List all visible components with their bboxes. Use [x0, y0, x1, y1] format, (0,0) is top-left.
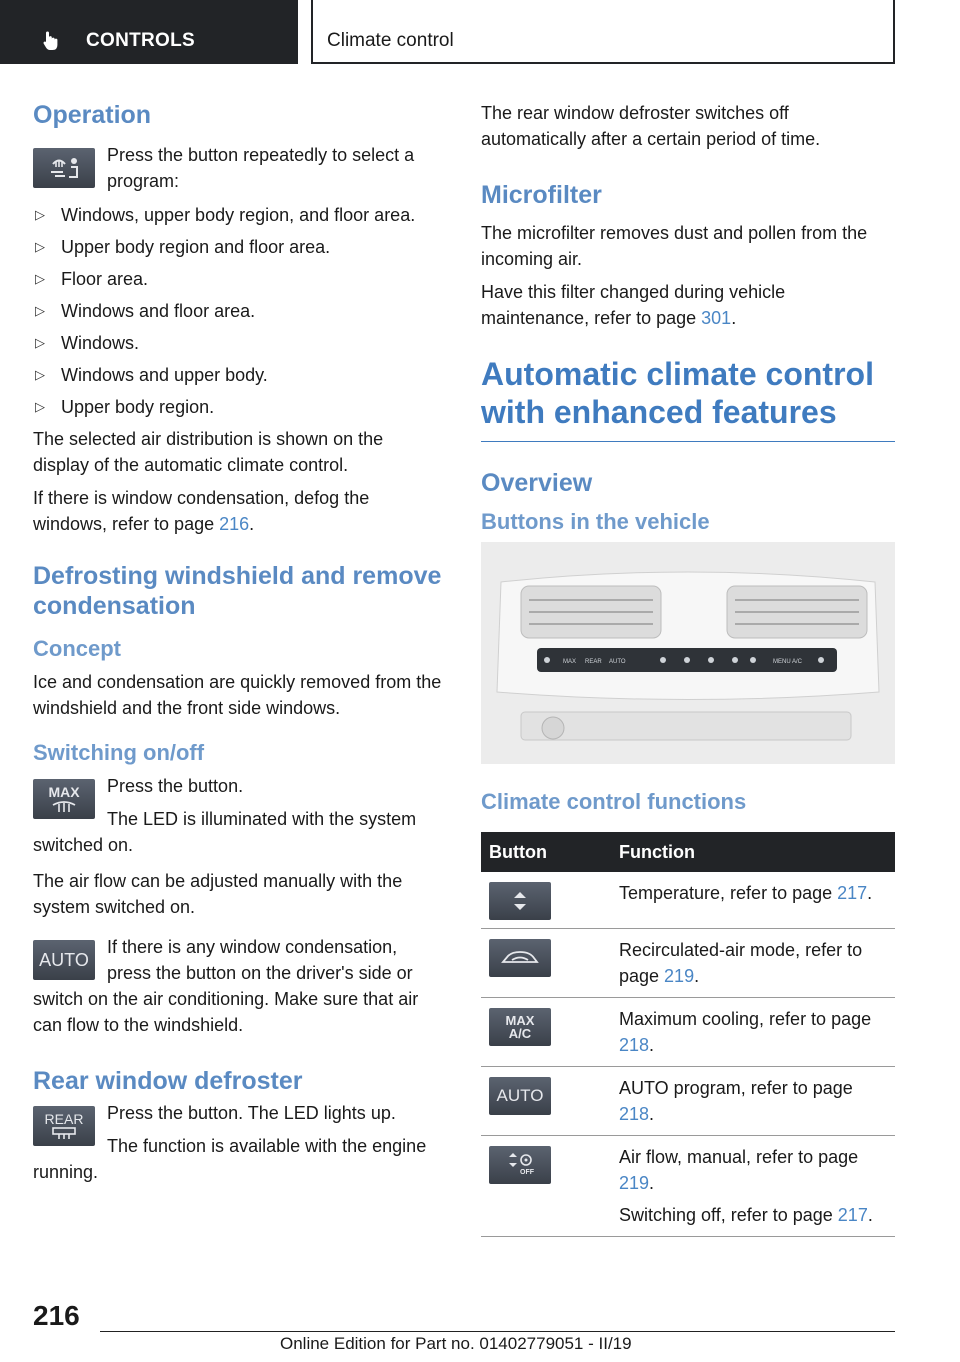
- triangle-bullet-icon: ▷: [35, 399, 45, 414]
- function-max-cooling: Maximum cooling, refer to page 218.: [611, 998, 895, 1067]
- concept-heading: Concept: [33, 636, 121, 661]
- functions-heading: Climate control functions: [481, 789, 747, 814]
- air-distribution-button-image: [33, 148, 95, 188]
- operation-intro: Press the button repeatedly to select a program:: [107, 145, 415, 191]
- max-ac-icon: [489, 1008, 551, 1046]
- column-header-function: Function: [611, 832, 895, 872]
- auto-table-label: AUTO: [496, 1086, 544, 1105]
- page-link-219[interactable]: 219: [619, 1173, 650, 1193]
- airflow-text: The air flow can be adjusted manually with the system switched on.: [33, 871, 403, 917]
- functions-table: [481, 832, 895, 1237]
- rear-defroster-heading: Rear window defroster: [33, 1067, 303, 1095]
- photo-menu-label: MENU A/C: [773, 659, 803, 665]
- photo-auto-label: AUTO: [609, 659, 626, 665]
- overview-heading: Overview: [481, 469, 593, 497]
- column-header-button: Button: [481, 832, 611, 872]
- photo-rear-label: REAR: [585, 659, 602, 665]
- list-item: ▷ Upper body region.: [33, 394, 443, 420]
- press-button-text: Press the button.: [107, 776, 244, 796]
- auto-text: If there is any window condensation, press the button on the driver's side or switch on the air conditioning. Make sure that air can flow to the windshield.: [33, 937, 419, 1035]
- led-text: The LED is illuminated with the system switched on.: [33, 809, 417, 855]
- microfilter-heading: Microfilter: [481, 181, 602, 209]
- triangle-bullet-icon: ▷: [35, 271, 45, 286]
- air-distribution-row: [33, 142, 443, 194]
- footer-edition: Online Edition for Part no. 01402779051 - II/19: [280, 1334, 632, 1353]
- rear-window-defrost-icon: [51, 1126, 77, 1140]
- footer-divider: [100, 1331, 895, 1332]
- list-item: ▷ Upper body region and floor area.: [33, 234, 443, 260]
- list-item: ▷ Windows and upper body.: [33, 362, 443, 388]
- max-defrost-button-label: MAX: [48, 784, 80, 800]
- header-section-tab: [0, 0, 298, 64]
- table-row: [481, 1067, 895, 1136]
- windshield-defrost-icon: [51, 799, 77, 813]
- main-heading: Automatic climate control with enhanced features: [481, 355, 895, 442]
- page-link-219[interactable]: 219: [664, 966, 695, 986]
- dashboard-illustration: [481, 542, 895, 764]
- function-airflow: Air flow, manual, refer to page 219. Switching off, refer to page 217.: [611, 1136, 895, 1237]
- table-row: [481, 872, 895, 929]
- list-item: ▷ Floor area.: [33, 266, 443, 292]
- operation-heading: Operation: [33, 101, 152, 129]
- fan-off-label: OFF: [520, 1169, 534, 1176]
- auto-button-label: AUTO: [39, 950, 89, 970]
- fan-off-icon: [489, 1146, 551, 1184]
- condensation-note: If there is window condensation, defog the windows, refer to page 216.: [33, 488, 370, 534]
- list-item: ▷ Windows.: [33, 330, 443, 356]
- microfilter-maintenance: Have this filter changed during vehicle maintenance, refer to page 301.: [481, 282, 786, 328]
- function-auto: AUTO program, refer to page 218.: [611, 1067, 895, 1136]
- table-row: [481, 929, 895, 998]
- auto-button-image: [33, 940, 95, 980]
- engine-text: The function is available with the engine running.: [33, 1136, 427, 1182]
- triangle-bullet-icon: ▷: [35, 335, 45, 350]
- page-link-218[interactable]: 218: [619, 1104, 650, 1124]
- page-link-218[interactable]: 218: [619, 1035, 650, 1055]
- function-temperature: Temperature, refer to page 217.: [611, 872, 895, 929]
- left-column: [33, 100, 443, 1193]
- vehicle-buttons-photo: [481, 542, 895, 764]
- microfilter-text: The microfilter removes dust and pollen from the incoming air.: [481, 223, 868, 269]
- air-distribution-icon: [47, 155, 81, 181]
- buttons-heading: Buttons in the vehicle: [481, 509, 710, 534]
- rear-auto-off-text: The rear window defroster switches off automatically after a certain period of time.: [481, 103, 821, 149]
- page-link-217[interactable]: 217: [837, 1205, 868, 1225]
- triangle-bullet-icon: ▷: [35, 207, 45, 222]
- list-item: ▷ Windows, upper body region, and floor area.: [33, 202, 443, 228]
- page-link-216[interactable]: 216: [219, 514, 250, 534]
- max-ac-label: MAX A/C: [505, 1013, 535, 1041]
- header-topic-label: Climate control: [327, 30, 454, 51]
- page-number: 216: [33, 1300, 80, 1331]
- triangle-bullet-icon: ▷: [35, 303, 45, 318]
- triangle-bullet-icon: ▷: [35, 239, 45, 254]
- page-link-301[interactable]: 301: [701, 308, 732, 328]
- header-section-label: CONTROLS: [86, 30, 196, 51]
- rear-defroster-row: [33, 1100, 443, 1185]
- header-topic-box: [311, 0, 895, 64]
- table-row: [481, 1136, 895, 1237]
- hand-pointer-icon: [40, 28, 64, 52]
- triangle-bullet-icon: ▷: [35, 367, 45, 382]
- auto-row: [33, 934, 443, 1038]
- display-note: The selected air distribution is shown on the display of the automatic climate control.: [33, 429, 384, 475]
- function-recirculation: Recirculated-air mode, refer to page 219.: [611, 929, 895, 998]
- max-defrost-row: [33, 773, 443, 858]
- defrost-heading: Defrosting windshield and remove condensation: [33, 562, 442, 620]
- recirculated-air-icon: [489, 939, 551, 977]
- rear-defroster-button-image: [33, 1106, 95, 1146]
- max-defrost-button-image: [33, 779, 95, 819]
- switching-heading: Switching on/off: [33, 740, 205, 765]
- right-column: [481, 100, 895, 1237]
- concept-text: Ice and condensation are quickly removed from the windshield and the front side windows.: [33, 672, 442, 718]
- temperature-rocker-icon: [489, 882, 551, 920]
- photo-max-label: MAX: [563, 659, 577, 665]
- rear-press-text: Press the button. The LED lights up.: [107, 1103, 396, 1123]
- rear-defroster-button-label: REAR: [44, 1111, 84, 1127]
- auto-icon: [489, 1077, 551, 1115]
- page-link-217[interactable]: 217: [837, 883, 868, 903]
- table-row: [481, 998, 895, 1067]
- program-list: [33, 202, 443, 420]
- table-header-row: [481, 832, 895, 872]
- list-item: ▷ Windows and floor area.: [33, 298, 443, 324]
